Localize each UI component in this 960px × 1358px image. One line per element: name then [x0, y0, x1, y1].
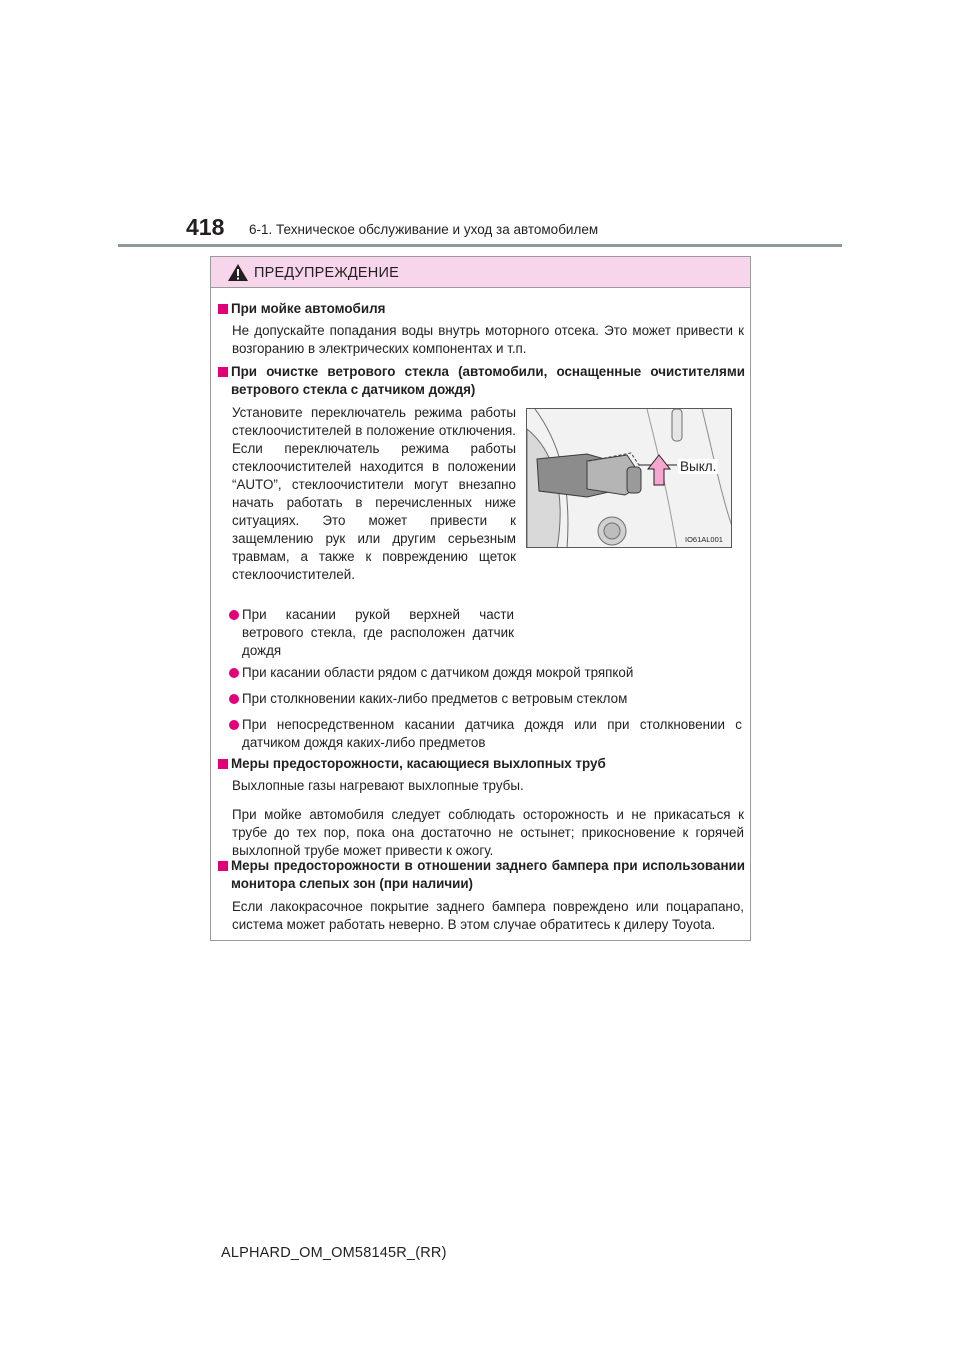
wiper-switch-figure [526, 408, 732, 548]
windshield-section [218, 363, 745, 399]
round-bullet-icon [229, 668, 239, 678]
square-bullet-icon [218, 759, 228, 769]
page-header [186, 214, 846, 244]
figure-off-label: Выкл. [680, 459, 717, 474]
figure-code: IO61AL001 [685, 535, 723, 544]
section-title: 6-1. Техническое обслуживание и уход за автомобилем [249, 222, 599, 237]
round-bullet-icon [229, 694, 239, 704]
document-code: ALPHARD_OM_OM58145R_(RR) [221, 1245, 447, 1261]
windshield-bullet-1: При касании рукой верхней части ветрового стекла, где расположен датчик дождя [229, 606, 514, 660]
bumper-section [218, 857, 745, 893]
windshield-bullet-3: При столкновении каких-либо предметов с ветровым стеклом [229, 690, 741, 708]
windshield-bullet-4: При непосредственном касании датчика дождя или при столкновении с датчиком дождя каких-либо предметов [229, 716, 742, 752]
header-rule [118, 244, 842, 247]
wiper-lever-illustration [527, 409, 732, 548]
square-bullet-icon [218, 367, 228, 377]
exhaust-text-2: При мойке автомобиля следует соблюдать осторожность и не прикасаться к трубе до тех пор, пока она достаточно не остынет; прикосновение к горячей выхлопной трубе может привести к ожогу. [232, 807, 744, 858]
bumper-heading: Меры предосторожности в отношении заднего бампера при использовании монитора слепых зон (при наличии) [218, 857, 745, 893]
warning-title: ПРЕДУПРЕЖДЕНИЕ [254, 265, 399, 281]
round-bullet-icon [229, 720, 239, 730]
exhaust-text-1: Выхлопные газы нагревают выхлопные трубы. [232, 778, 524, 793]
warning-header [211, 257, 750, 288]
windshield-bullet-2: При касании области рядом с датчиком дождя мокрой тряпкой [229, 664, 741, 682]
washing-heading: При мойке автомобиля [218, 300, 745, 318]
washing-section [218, 300, 745, 318]
round-bullet-icon [229, 610, 239, 620]
square-bullet-icon [218, 861, 228, 871]
warning-triangle-icon [227, 263, 249, 282]
washing-text: Не допускайте попадания воды внутрь моторного отсека. Это может привести к возгоранию в электрических компонентах и т.п. [232, 323, 744, 356]
square-bullet-icon [218, 304, 228, 314]
warning-box [210, 256, 751, 941]
bumper-text: Если лакокрасочное покрытие заднего бампера повреждено или поцарапано, система может работать неверно. В этом случае обратитесь к дилеру Toyota. [232, 899, 744, 932]
windshield-heading: При очистке ветрового стекла (автомобили, оснащенные очистителями ветрового стекла с датчиком дождя) [218, 363, 745, 399]
exhaust-section [218, 755, 745, 773]
exhaust-heading: Меры предосторожности, касающиеся выхлопных труб [218, 755, 745, 773]
page-number: 418 [186, 214, 225, 240]
windshield-text: Установите переключатель режима работы стеклоочистителей в положение отключения. Если переключатель режима работы стеклоочистителей находится в положении “AUTO”, стеклоочистители могут внезапно начать работать в перечисленных ниже ситуациях. Это может привести к защемлению рук или другим серьезным травмам, а также к повреждению щеток стеклоочистителей. [232, 405, 516, 582]
